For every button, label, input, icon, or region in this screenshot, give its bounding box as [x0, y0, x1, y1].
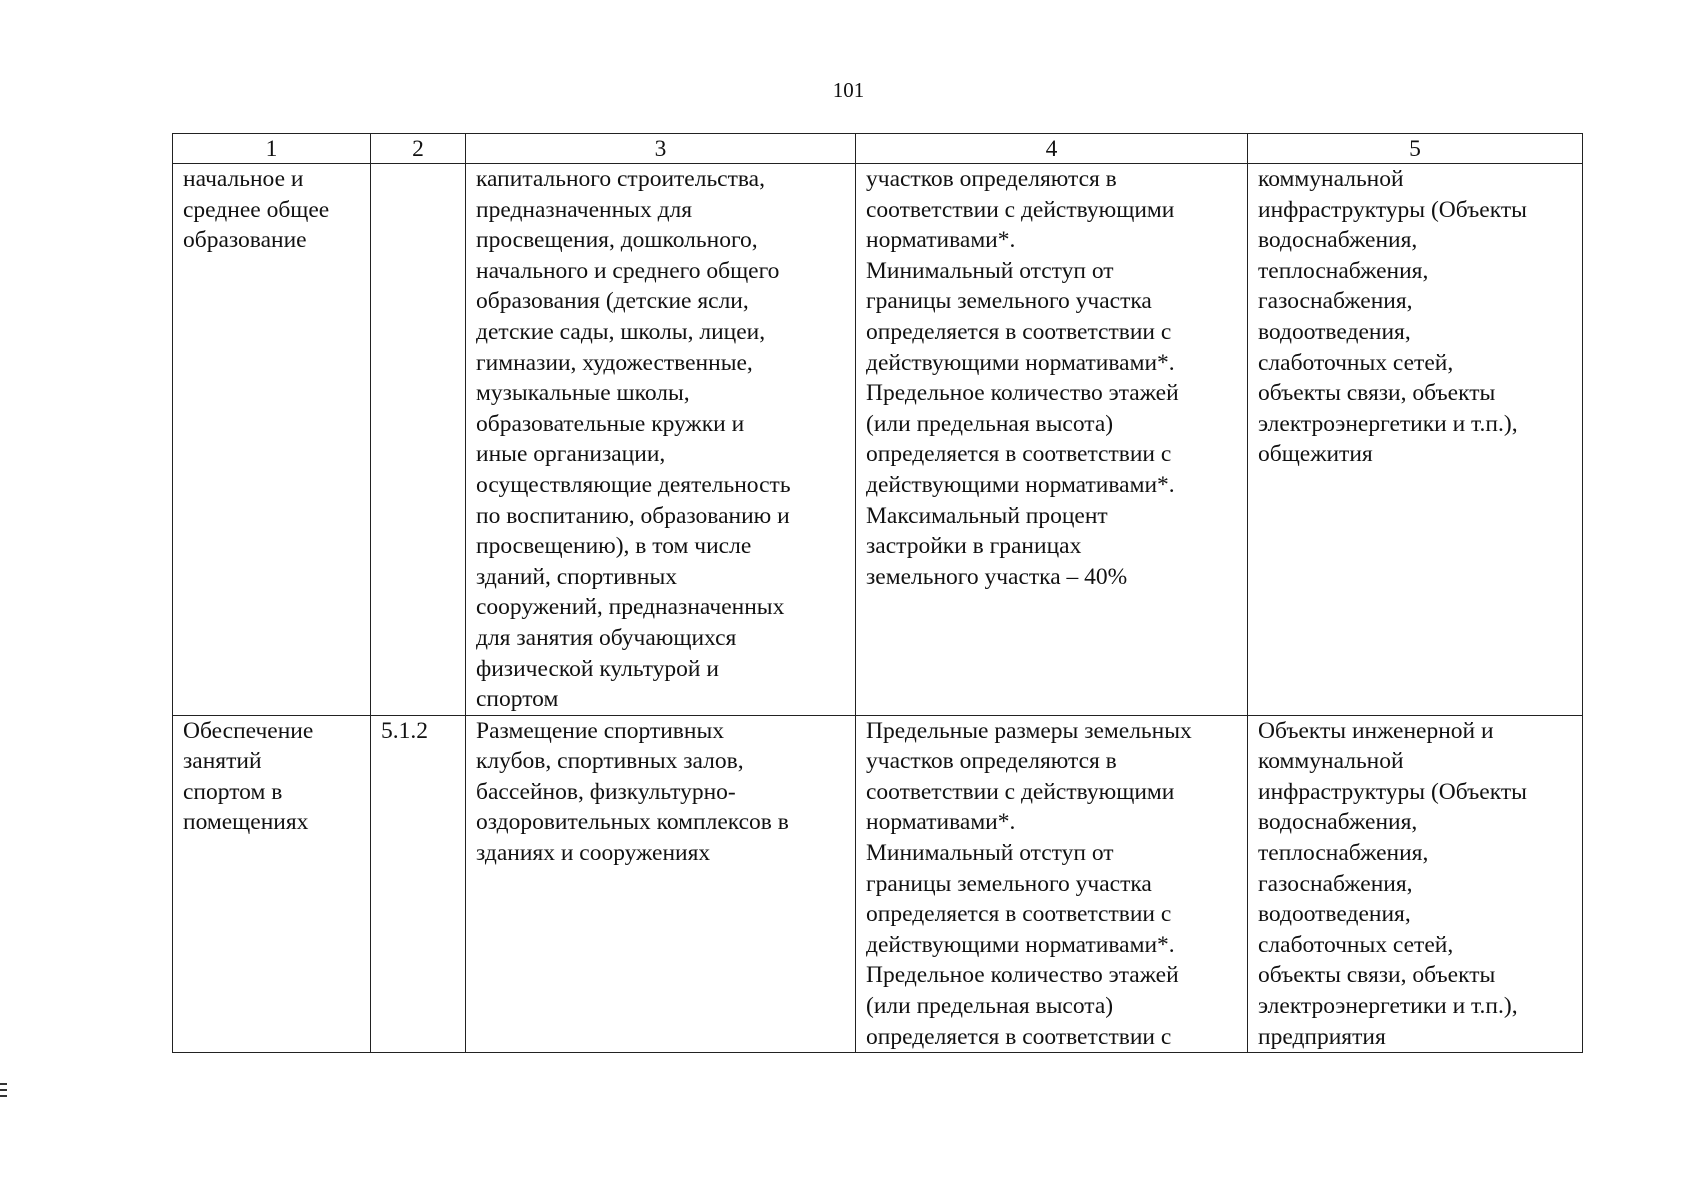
cell-text-line: (или предельная высота) — [866, 993, 1114, 1020]
scan-edge-mark — [0, 1089, 7, 1091]
cell-text-line: сооружений, предназначенных — [476, 594, 785, 621]
cell-text-line: просвещению), в том числе — [476, 533, 752, 560]
header-col-3: 3 — [466, 134, 856, 164]
table-header-row — [173, 134, 1583, 164]
cell-text-line: Максимальный процент — [866, 502, 1108, 529]
header-col-1: 1 — [173, 134, 371, 164]
cell-text-line: просвещения, дошкольного, — [476, 227, 758, 254]
cell-text-line: Минимальный отступ от — [866, 257, 1114, 284]
cell-text-line: клубов, спортивных залов, — [476, 748, 744, 775]
cell-text-line: застройки в границах — [866, 533, 1082, 560]
cell-text-line: начального и среднего общего — [476, 257, 780, 284]
cell-code — [371, 164, 466, 716]
cell-text-line: соответствии с действующими — [866, 196, 1175, 223]
cell-text-line: электроэнергетики и т.п.), — [1258, 410, 1518, 437]
cell-text-line: спортом — [476, 686, 559, 713]
cell-text-line: нормативами*. — [866, 227, 1016, 254]
cell-text-line: физической культурой и — [476, 655, 719, 682]
cell-text-line: нормативами*. — [866, 809, 1016, 836]
cell-text-line: Предельное количество этажей — [866, 962, 1179, 989]
cell-text-line: (или предельная высота) — [866, 410, 1114, 437]
cell-text-line: образовательные кружки и — [476, 410, 745, 437]
cell-code — [371, 715, 466, 1053]
cell-text-line: коммунальной — [1258, 748, 1404, 775]
cell-text-line: водоотведения, — [1258, 901, 1411, 928]
cell-text-line: определяется в соответствии с — [866, 441, 1172, 468]
cell-text-line: определяется в соответствии с — [866, 901, 1172, 928]
cell-text-line: бассейнов, физкультурно- — [476, 778, 736, 805]
page-number: 101 — [832, 78, 865, 102]
cell-description — [466, 715, 856, 1053]
cell-text-line: образование — [183, 227, 307, 254]
cell-text-line: зданиях и сооружениях — [476, 840, 711, 867]
cell-parameters — [856, 164, 1248, 716]
scan-edge-mark — [0, 1083, 7, 1085]
cell-text-line: занятий — [183, 748, 262, 775]
cell-text-line: инфраструктуры (Объекты — [1258, 778, 1527, 805]
cell-text-line: по воспитанию, образованию и — [476, 502, 790, 529]
land-use-table — [172, 133, 1583, 1053]
cell-text-line: образования (детские ясли, — [476, 288, 749, 315]
cell-text-line: участков определяются в — [866, 166, 1117, 192]
cell-text-line: Минимальный отступ от — [866, 840, 1114, 867]
cell-text-line: газоснабжения, — [1258, 870, 1413, 897]
cell-text-line: водоснабжения, — [1258, 227, 1418, 254]
cell-text-line: Обеспечение — [183, 717, 314, 744]
cell-text-line: коммунальной — [1258, 166, 1404, 192]
table-row — [173, 715, 1583, 1053]
cell-text-line: инфраструктуры (Объекты — [1258, 196, 1527, 223]
cell-object-type — [173, 164, 371, 716]
cell-text-line: оздоровительных комплексов в — [476, 809, 789, 836]
cell-text-line: Объекты инженерной и — [1258, 717, 1494, 744]
cell-text-line: 5.1.2 — [381, 717, 428, 744]
cell-parameters — [856, 715, 1248, 1053]
cell-text-line: водоотведения, — [1258, 318, 1411, 345]
cell-text-line: действующими нормативами*. — [866, 931, 1175, 958]
cell-text-line: музыкальные школы, — [476, 380, 690, 407]
cell-auxiliary-uses — [1248, 715, 1583, 1053]
cell-text-line: соответствии с действующими — [866, 778, 1175, 805]
cell-text-line: Размещение спортивных — [476, 717, 724, 744]
cell-description — [466, 164, 856, 716]
cell-text-line: водоснабжения, — [1258, 809, 1418, 836]
cell-text-line: Предельное количество этажей — [866, 380, 1179, 407]
cell-text-line: начальное и — [183, 166, 304, 192]
cell-text-line: действующими нормативами*. — [866, 349, 1175, 376]
cell-text-line: слаботочных сетей, — [1258, 349, 1454, 376]
header-col-4: 4 — [856, 134, 1248, 164]
cell-text-line: земельного участка – 40% — [866, 563, 1128, 590]
cell-text-line: определяется в соответствии с — [866, 318, 1172, 345]
cell-text-line: объекты связи, объекты — [1258, 962, 1496, 989]
header-col-2: 2 — [371, 134, 466, 164]
cell-text-line: иные организации, — [476, 441, 666, 468]
table-row — [173, 164, 1583, 716]
cell-text-line: зданий, спортивных — [476, 563, 677, 590]
cell-text-line: участков определяются в — [866, 748, 1117, 775]
cell-text-line: помещениях — [183, 809, 309, 836]
cell-text-line: общежития — [1258, 441, 1373, 468]
cell-text-line: гимназии, художественные, — [476, 349, 753, 376]
scan-edge-mark — [0, 1095, 7, 1097]
cell-text-line: определяется в соответствии с — [866, 1023, 1172, 1050]
header-col-5: 5 — [1248, 134, 1583, 164]
cell-text-line: осуществляющие деятельность — [476, 471, 791, 498]
cell-text-line: электроэнергетики и т.п.), — [1258, 993, 1518, 1020]
cell-object-type — [173, 715, 371, 1053]
cell-text-line: действующими нормативами*. — [866, 471, 1175, 498]
cell-text-line: предназначенных для — [476, 196, 693, 223]
cell-text-line: газоснабжения, — [1258, 288, 1413, 315]
cell-text-line: капитального строительства, — [476, 166, 765, 192]
cell-text-line: теплоснабжения, — [1258, 257, 1429, 284]
cell-text-line: спортом в — [183, 778, 283, 805]
cell-text-line: объекты связи, объекты — [1258, 380, 1496, 407]
cell-text-line: детские сады, школы, лицеи, — [476, 318, 766, 345]
cell-text-line: теплоснабжения, — [1258, 840, 1429, 867]
cell-text-line: слаботочных сетей, — [1258, 931, 1454, 958]
cell-text-line: границы земельного участка — [866, 288, 1152, 315]
cell-text-line: границы земельного участка — [866, 870, 1152, 897]
cell-auxiliary-uses — [1248, 164, 1583, 716]
cell-text-line: для занятия обучающихся — [476, 624, 737, 651]
cell-text-line: среднее общее — [183, 196, 330, 223]
cell-text-line: Предельные размеры земельных — [866, 717, 1192, 744]
cell-text-line: предприятия — [1258, 1023, 1386, 1050]
